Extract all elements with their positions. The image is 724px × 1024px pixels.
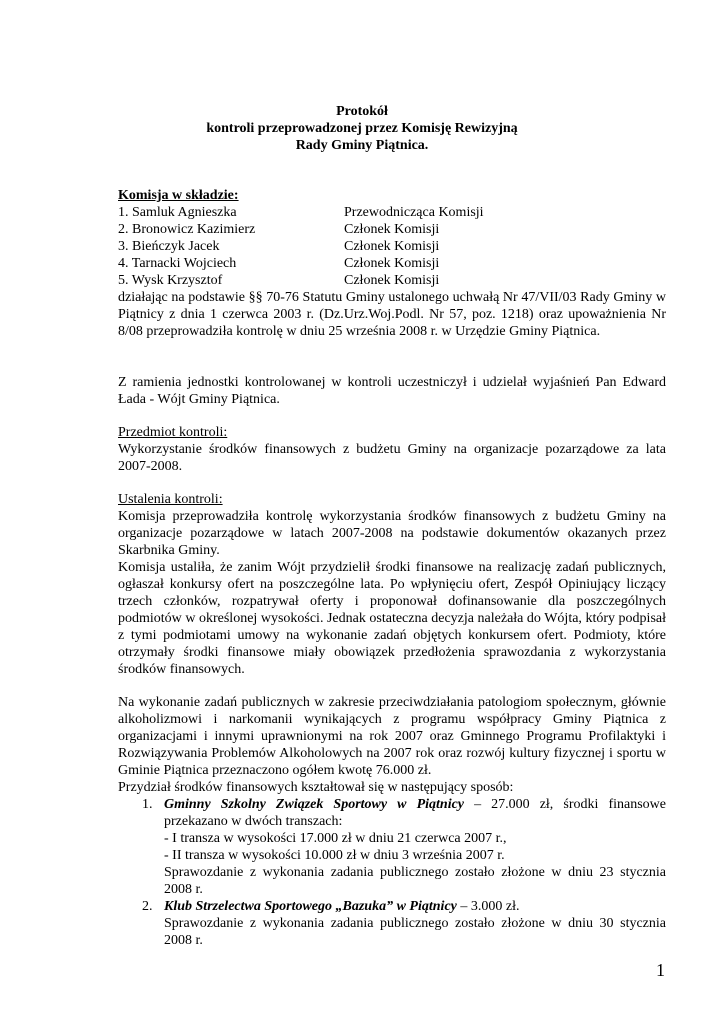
allocation-amount: – 27.000 zł, środki finansowe przekazano w dwóch transzach: xyxy=(164,797,666,829)
findings-heading: Ustalenia kontroli: xyxy=(118,492,223,507)
tasks-paragraph: Na wykonanie zadań publicznych w zakresie przeciwdziałania patologiom społecznym, głównie alkoholizmowi i narkomanii wynikających z programu współpracy Gminy Piątnica z organizacjami i innymi uprawnionymi na rok 2007 oraz Gminnego Programu Profilaktyki i Rozwiązywania Problemów Alkoholowych na 2007 rok oraz rozwój kultury fizycznej i sportu w Gminie Piątnica przeznaczono ogółem kwotę 76.000 zł. xyxy=(118,695,666,778)
member-role: Członek Komisji xyxy=(344,273,440,288)
member-name: 1. Samluk Agnieszka xyxy=(118,205,237,220)
organization-name: Klub Strzelectwa Sportowego „Bazuka” w Piątnicy xyxy=(164,899,457,914)
findings-paragraph-2: Komisja ustaliła, że zanim Wójt przydzielił środki finansowe na realizację zadań publicznych, ogłaszał konkursy ofert na poszczególne lata. Po wpłynięciu ofert, Zespół Opiniujący liczący trzech członków, rozpatrywał oferty i proponował dofinansowanie dla poszczególnych podmiotów w określonej wysokości. Jednak ostateczna decyzja należała do Wójta, który podpisał z tymi podmiotami umowy na wykonanie zadań objętych konkursem ofert. Podmioty, które otrzymały środki finansowe miały obowiązek przedłożenia sprawozdania z wykorzystania środków finansowych. xyxy=(118,560,666,677)
legal-basis-paragraph: działając na podstawie §§ 70-76 Statutu Gminy ustalonego uchwałą Nr 47/VII/03 Rady Gminy w Piątnicy z dnia 1 czerwca 2003 r. (Dz.Urz.Woj.Podl. Nr 57, poz. 1218) oraz upoważnienia Nr 8/08 przeprowadziła kontrolę w dniu 25 września 2008 r. w Urzędzie Gminy Piątnica. xyxy=(118,290,666,339)
tranche-line: - I transza w wysokości 17.000 zł w dniu 21 czerwca 2007 r., xyxy=(164,831,507,846)
member-name: 4. Tarnacki Wojciech xyxy=(118,256,237,271)
tranche-line: - II transza w wysokości 10.000 zł w dniu 3 września 2007 r. xyxy=(164,848,505,863)
doc-title: Protokół xyxy=(336,104,388,119)
committee-member xyxy=(118,255,678,272)
allocation-line xyxy=(164,796,666,830)
member-role: Członek Komisji xyxy=(344,222,440,237)
doc-subtitle: kontroli przeprowadzonej przez Komisję Rewizyjną xyxy=(206,121,518,136)
committee-member xyxy=(118,221,678,238)
member-name: 5. Wysk Krzysztof xyxy=(118,273,223,288)
participant-paragraph: Z ramienia jednostki kontrolowanej w kontroli uczestniczył i udzielał wyjaśnień Pan Edward Łada - Wójt Gminy Piątnica. xyxy=(118,375,666,407)
subject-heading: Przedmiot kontroli: xyxy=(118,425,228,440)
report-line: Sprawozdanie z wykonania zadania publicznego zostało złożone w dniu 30 stycznia 2008 r. xyxy=(164,916,666,948)
allocation-intro: Przydział środków finansowych kształtował się w następujący sposób: xyxy=(118,780,514,795)
member-role: Członek Komisji xyxy=(344,239,440,254)
committee-member xyxy=(118,272,678,289)
doc-subtitle-2: Rady Gminy Piątnica. xyxy=(295,138,429,153)
organization-name: Gminny Szkolny Związek Sportowy w Piątnicy xyxy=(164,797,465,812)
member-name: 2. Bronowicz Kazimierz xyxy=(118,222,256,237)
member-name: 3. Bieńczyk Jacek xyxy=(118,239,220,254)
page-number: 1 xyxy=(656,960,665,980)
committee-heading: Komisja w składzie: xyxy=(118,188,239,203)
report-line: Sprawozdanie z wykonania zadania publicznego zostało złożone w dniu 23 stycznia 2008 r. xyxy=(164,865,666,897)
list-number: 1. xyxy=(142,797,153,812)
allocation-amount: – 3.000 zł. xyxy=(456,899,520,914)
findings-paragraph-1: Komisja przeprowadziła kontrolę wykorzystania środków finansowych z budżetu Gminy na organizacje pozarządowe w latach 2007-2008 na podstawie dokumentów okazanych przez Skarbnika Gminy. xyxy=(118,509,666,558)
list-number: 2. xyxy=(142,899,153,914)
subject-paragraph: Wykorzystanie środków finansowych z budżetu Gminy na organizacje pozarządowe za lata 2007-2008. xyxy=(118,442,666,474)
allocation-line xyxy=(164,898,666,915)
committee-member xyxy=(118,238,678,255)
committee-member xyxy=(118,204,678,221)
member-role: Przewodnicząca Komisji xyxy=(344,205,484,220)
member-role: Członek Komisji xyxy=(344,256,440,271)
